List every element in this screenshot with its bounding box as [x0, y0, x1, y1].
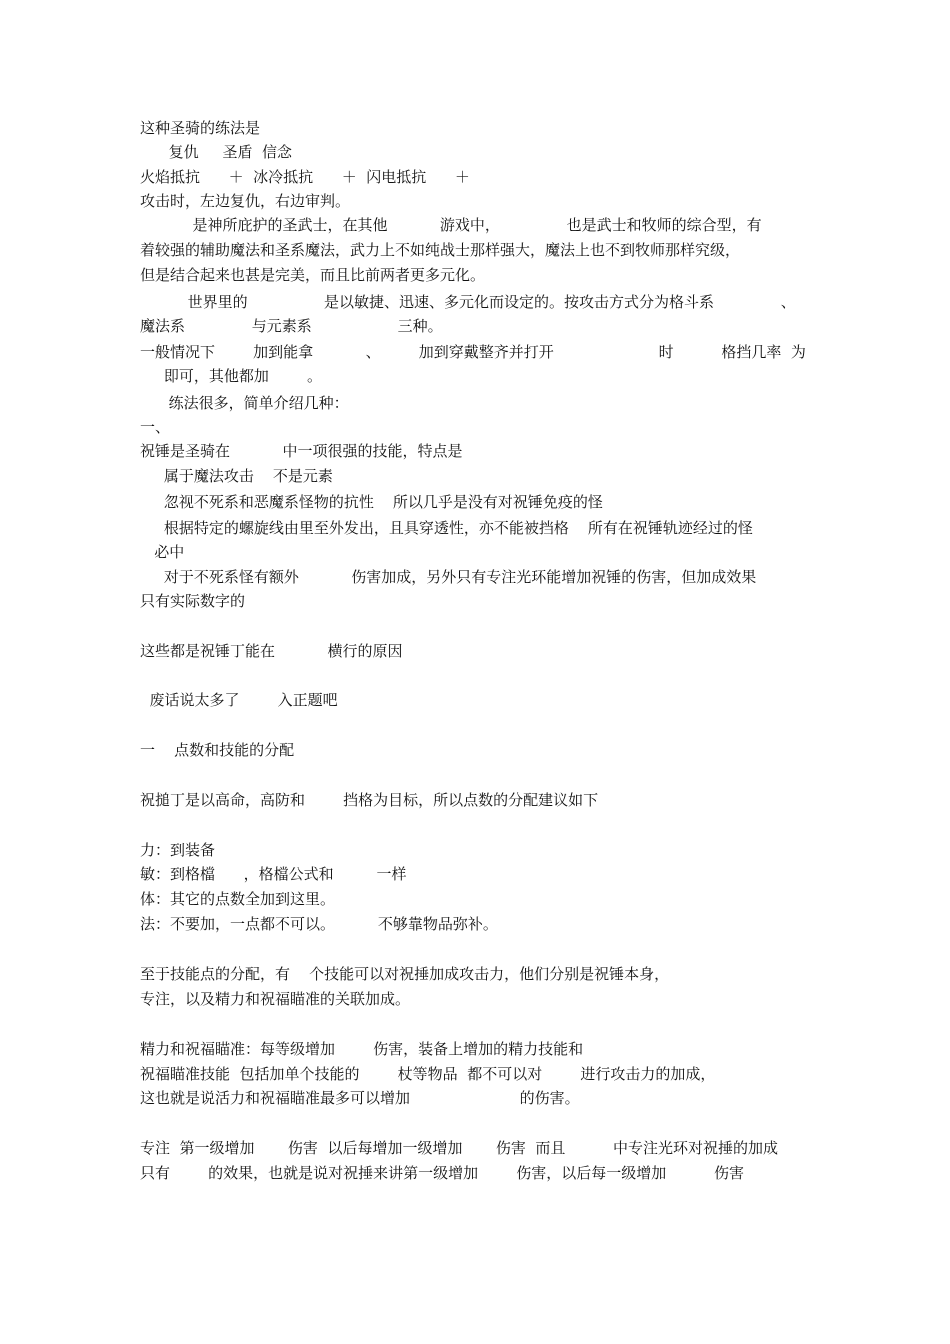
text-line: 只有 的效果，也就是说对祝捶来讲第一级增加 伤害，以后每一级增加 伤害	[140, 1164, 744, 1182]
text-line: 忽视不死系和恶魔系怪物的抗性 所以几乎是没有对祝锤免疫的怪	[140, 493, 603, 511]
text-line: 力：到装备	[140, 841, 216, 859]
text-line: 攻击时，左边复仇，右边审判。	[140, 192, 351, 210]
text-line: 根据特定的螺旋线由里至外发出，且具穿透性，亦不能被挡格 所有在祝锤轨迹经过的怪	[140, 519, 753, 537]
text-line: 精力和祝福瞄准：每等级增加 伤害，装备上增加的精力技能和	[140, 1040, 584, 1058]
text-line: 是神所庇护的圣武士，在其他 游戏中， 也是武士和牧师的综合型，有	[140, 216, 762, 234]
text-line: 祝锤是圣骑在 中一项很强的技能，特点是	[140, 442, 463, 460]
text-line: 废话说太多了 入正题吧	[140, 691, 338, 709]
text-line: 对于不死系怪有额外 伤害加成，另外只有专注光环能增加祝锤的伤害，但加成效果	[140, 568, 757, 586]
text-line: 祝搥丁是以高命，高防和 挡格为目标，所以点数的分配建议如下	[140, 791, 599, 809]
text-line: 即可，其他都加 。	[140, 367, 322, 385]
text-line: 着较强的辅助魔法和圣系魔法，武力上不如纯战士那样强大，魔法上也不到牧师那样究级，	[140, 241, 741, 259]
text-line: 练法很多，简单介绍几种：	[140, 394, 349, 412]
text-line: 一、	[140, 418, 171, 436]
text-line: 世界里的 是以敏捷、迅速、多元化而设定的。按攻击方式分为格斗系 、	[140, 293, 796, 311]
text-line: 必中	[140, 543, 185, 561]
text-line: 这也就是说活力和祝福瞄准最多可以增加 的伤害。	[140, 1089, 580, 1107]
text-line: 一般情况下 加到能拿 、 加到穿戴整齐并打开 时 格挡几率 为	[140, 343, 806, 361]
text-line: 法：不要加，一点都不可以。 不够靠物品弥补。	[140, 915, 498, 933]
text-line: 敏：到格檔 ，格檔公式和 一样	[140, 865, 407, 883]
text-line: 专注，以及精力和祝福瞄准的关联加成。	[140, 990, 411, 1008]
text-line: 属于魔法攻击 不是元素	[140, 467, 333, 485]
text-line: 但是结合起来也甚是完美，而且比前两者更多元化。	[140, 266, 486, 284]
text-line: 复仇 圣盾 信念	[140, 143, 292, 161]
text-line: 祝福瞄准技能 包括加单个技能的 杖等物品 都不可以对 进行攻击力的加成，	[140, 1065, 716, 1083]
text-line: 火焰抵抗 ＋ 冰冷抵抗 ＋ 闪电抵抗 ＋	[140, 168, 470, 186]
text-line: 体：其它的点数全加到这里。	[140, 890, 336, 908]
text-line: 只有实际数字的	[140, 592, 246, 610]
text-line: 魔法系 与元素系 三种。	[140, 317, 443, 335]
text-line: 专注 第一级增加 伤害 以后每增加一级增加 伤害 而且 中专注光环对祝捶的加成	[140, 1139, 779, 1157]
text-line: 这种圣骑的练法是	[140, 119, 261, 137]
text-line: 至于技能点的分配，有 个技能可以对祝捶加成攻击力，他们分别是祝锤本身，	[140, 965, 670, 983]
section-heading: 一 点数和技能的分配	[140, 741, 295, 759]
text-line: 这些都是祝锤丁能在 横行的原因	[140, 642, 403, 660]
